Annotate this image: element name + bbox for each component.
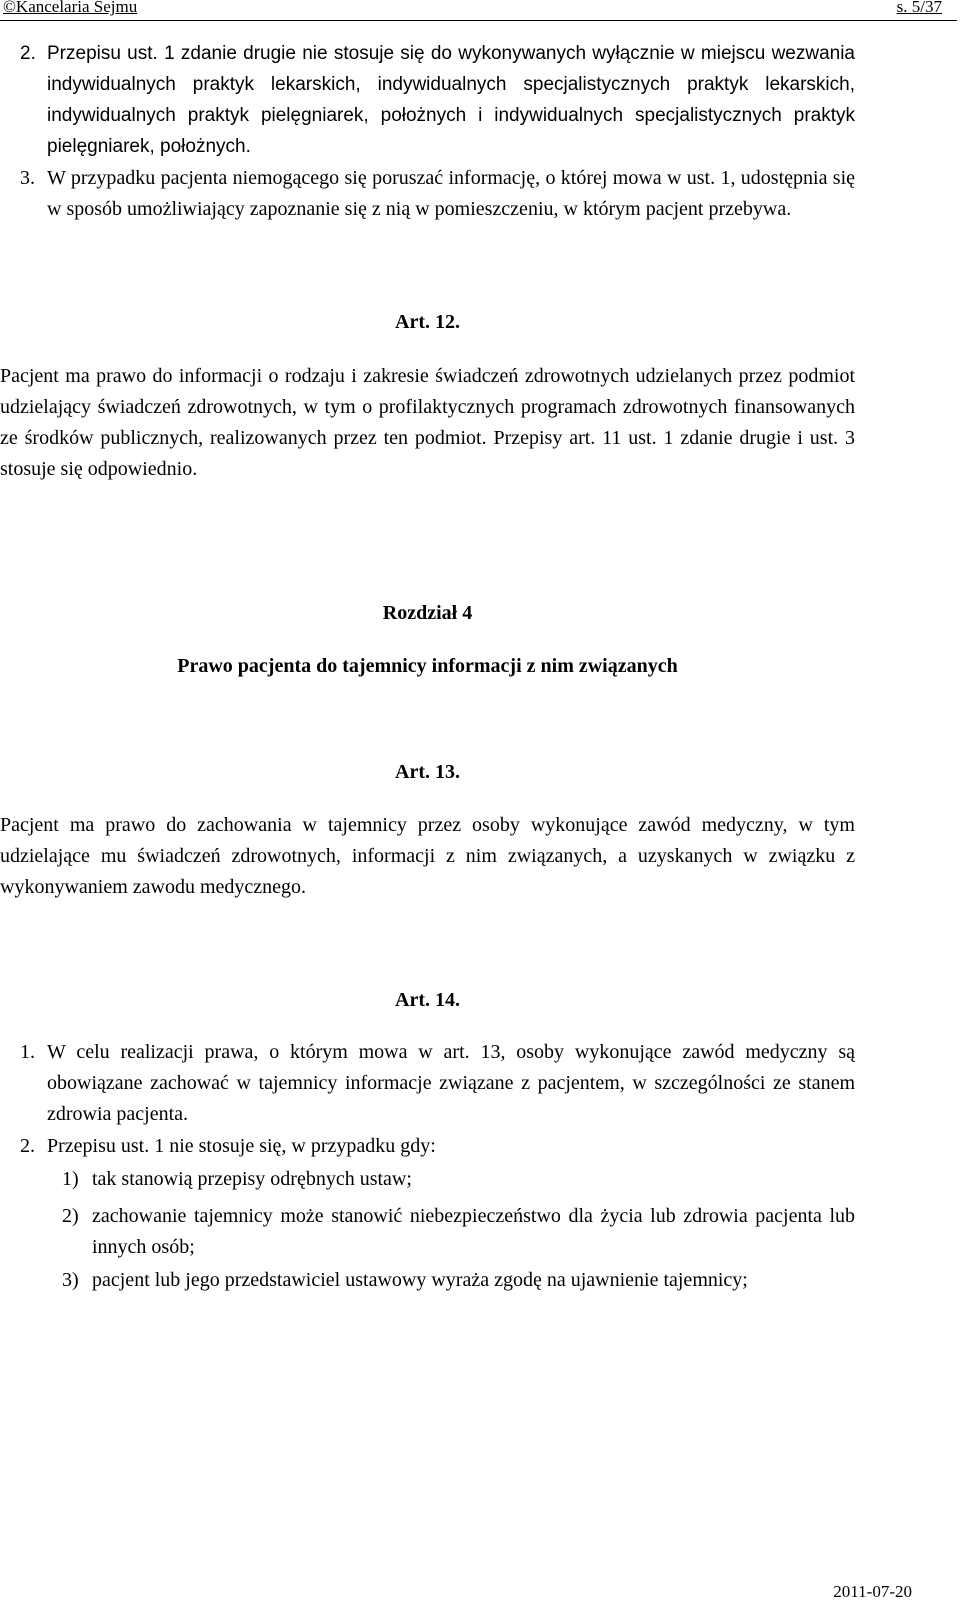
list-item-text: tak stanowią przepisy odrębnych ustaw;	[92, 1168, 412, 1190]
list-item	[62, 1265, 855, 1296]
paragraph-text: W celu realizacji prawa, o którym mowa w art. 13, osoby wykonujące zawód medyczny są obowiązane zachować w tajemnicy informacje związane z pacjentem, w szczególności ze stanem zdrowia pacjenta.	[47, 1041, 855, 1125]
header-publisher: ©Kancelaria Sejmu	[3, 0, 138, 16]
paragraph-number: 2.	[20, 43, 36, 64]
header-page-number: s. 5/37	[896, 0, 942, 16]
list-item-text: pacjent lub jego przedstawiciel ustawowy wyraża zgodę na ujawnienie tajemnicy;	[92, 1269, 748, 1291]
paragraph-text: Przepisu ust. 1 zdanie drugie nie stosuje się do wykonywanych wyłącznie w miejscu wezwania indywidualnych praktyk lekarskich, indywidualnych specjalistycznych praktyk lekarskich, indywidualnych praktyk pielęgniarek, położnych i indywidualnych specjalistycznych praktyk pielęgniarek, położnych.	[47, 43, 855, 157]
art12-text: Pacjent ma prawo do informacji o rodzaju i zakresie świadczeń zdrowotnych udzielanych przez podmiot udzielający świadczeń zdrowotnych, w tym o profilaktycznych programach zdrowotnych finansowanych ze środków publicznych, realizowanych przez ten podmiot. Przepisy art. 11 ust. 1 zdanie drugie i ust. 3 stosuje się odpowiednio.	[0, 365, 855, 480]
list-item	[62, 1201, 855, 1263]
art14-paragraph-2	[20, 1131, 855, 1162]
art11-paragraph-2	[20, 38, 855, 162]
list-item-text: zachowanie tajemnicy może stanowić niebezpieczeństwo dla życia lub zdrowia pacjenta lub innych osób;	[92, 1205, 855, 1258]
footer-date: 2011-07-20	[833, 1582, 912, 1601]
art12-heading: Art. 12.	[395, 311, 460, 333]
art11-paragraph-3	[20, 163, 855, 225]
paragraph-number: 3.	[20, 167, 35, 189]
art13-heading: Art. 13.	[395, 761, 460, 783]
chapter-title: Rozdział 4	[382, 602, 473, 624]
paragraph-text: Przepisu ust. 1 nie stosuje się, w przypadku gdy:	[47, 1135, 436, 1157]
art13-text: Pacjent ma prawo do zachowania w tajemnicy przez osoby wykonujące zawód medyczny, w tym udzielające mu świadczeń zdrowotnych, informacji z nim związanych, a uzyskanych w związku z wykonywaniem zawodu medycznego.	[0, 814, 855, 898]
art14-paragraph-1	[20, 1037, 855, 1130]
list-item	[62, 1164, 855, 1195]
paragraph-number: 1.	[20, 1041, 35, 1063]
chapter-subtitle: Prawo pacjenta do tajemnicy informacji z nim związanych	[177, 655, 678, 677]
paragraph-number: 2.	[20, 1135, 35, 1157]
art14-heading: Art. 14.	[395, 989, 460, 1011]
header-divider	[0, 20, 957, 21]
list-item-number: 2)	[62, 1205, 79, 1227]
list-item-number: 1)	[62, 1168, 79, 1190]
paragraph-text: W przypadku pacjenta niemogącego się poruszać informację, o której mowa w ust. 1, udostępnia się w sposób umożliwiający zapoznanie się z nią w pomieszczeniu, w którym pacjent przebywa.	[47, 167, 855, 220]
list-item-number: 3)	[62, 1269, 79, 1291]
